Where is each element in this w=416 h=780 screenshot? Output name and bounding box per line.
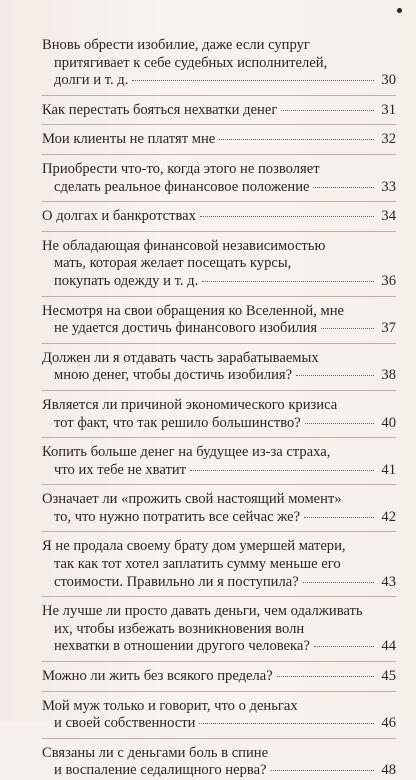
dot-leader [190, 470, 374, 471]
page-number: 37 [381, 320, 396, 337]
page-number: 44 [381, 638, 396, 655]
toc-entry[interactable] [42, 37, 396, 90]
toc-entry-line: долги и т. д. [54, 72, 129, 89]
page-number: 33 [381, 178, 396, 195]
divider [42, 738, 396, 739]
toc-entry[interactable] [42, 131, 396, 149]
toc-entry-line: что их тебе не хватит [54, 461, 187, 478]
dot-leader [132, 80, 374, 81]
toc-entry-line: Связаны ли с деньгами боль в спине [42, 744, 269, 761]
toc-entry[interactable] [42, 161, 396, 196]
page-corner-dot [397, 8, 402, 13]
toc-entry[interactable] [42, 538, 396, 591]
toc-entry-line: их, чтобы избежать возникновения волн [54, 620, 305, 637]
divider [42, 95, 396, 96]
dot-leader [313, 187, 374, 188]
divider [42, 124, 396, 125]
toc-entry-line: стоимости. Правильно ли я поступила? [54, 573, 299, 590]
toc-entry[interactable] [42, 491, 396, 526]
divider [42, 691, 396, 692]
toc-entry-line: и воспаление седалищного нерва? [54, 762, 267, 779]
toc-entry-line: так как тот хотел заплатить сумму меньше его [54, 556, 341, 573]
dot-leader [303, 582, 374, 583]
toc-entry-line: Должен ли я отдавать часть зарабатываемых [42, 349, 319, 366]
divider [42, 531, 396, 532]
dot-leader [199, 723, 374, 724]
toc-entry-line: Несмотря на свои обращения ко Вселенной, мне [42, 302, 345, 319]
toc-entry-line: не удается достичь финансового изобилия [54, 320, 318, 337]
toc-entry[interactable] [42, 350, 396, 385]
toc-entry-line: мать, которая желает посещать курсы, [54, 255, 292, 272]
page-number: 30 [381, 72, 396, 89]
page-number: 31 [381, 101, 396, 118]
toc-entry-line: притягивает к себе судебных исполнителей, [54, 54, 328, 71]
toc-entry-line: нехватки в отношении другого человека? [54, 638, 310, 655]
toc-entry[interactable] [42, 238, 396, 291]
page-number: 48 [381, 762, 396, 779]
divider [42, 661, 396, 662]
toc-entry-line: Мои клиенты не платят мне [42, 131, 216, 148]
page-number: 40 [381, 414, 396, 431]
dot-leader [314, 646, 374, 647]
toc-entry-line: и своей собственности [54, 715, 196, 732]
toc-entry[interactable] [42, 698, 396, 733]
dot-leader [200, 216, 374, 217]
toc-entry-line: Не лучше ли просто давать деньги, чем одалживать [42, 603, 363, 620]
dot-leader [281, 110, 374, 111]
toc-entry[interactable] [42, 603, 396, 656]
toc-entry-line: то, что нужно потратить все сейчас же? [54, 508, 301, 525]
toc-entry-line: Я не продала своему брату дом умершей матери, [42, 538, 346, 555]
dot-leader [305, 423, 374, 424]
dot-leader [277, 676, 374, 677]
toc-entry[interactable] [42, 745, 396, 780]
toc-entry-line: мною денег, чтобы достичь изобилия? [54, 367, 293, 384]
page-number: 38 [381, 367, 396, 384]
toc-entry-line: Не обладающая финансовой независимостью [42, 237, 326, 254]
toc-entry-line: Является ли причиной экономического кризиса [42, 396, 338, 413]
divider [42, 231, 396, 232]
page-number: 46 [381, 715, 396, 732]
dot-leader [304, 517, 374, 518]
divider [42, 154, 396, 155]
table-of-contents [42, 37, 396, 780]
page-number: 36 [381, 272, 396, 289]
toc-entry[interactable] [42, 208, 396, 226]
dot-leader [271, 770, 374, 771]
divider [42, 201, 396, 202]
toc-entry[interactable] [42, 102, 396, 120]
page-number: 41 [381, 461, 396, 478]
page-number: 45 [381, 668, 396, 685]
toc-entry-line: Приобрести что-то, когда этого не позволяет [42, 160, 320, 177]
divider [42, 390, 396, 391]
divider [42, 596, 396, 597]
dot-leader [296, 375, 374, 376]
toc-entry-line: сделать реальное финансовое положение [54, 178, 310, 195]
toc-entry-line: Означает ли «прожить свой настоящий момент» [42, 491, 342, 508]
toc-entry-line: Копить больше денег на будущее из-за страха, [42, 444, 331, 461]
page-number: 32 [381, 131, 396, 148]
page-number: 43 [381, 573, 396, 590]
page-number: 42 [381, 508, 396, 525]
toc-entry-line: тот факт, что так решило большинство? [54, 414, 301, 431]
page-number: 34 [381, 208, 396, 225]
toc-entry-line: Можно ли жить без всякого предела? [42, 668, 273, 685]
toc-entry[interactable] [42, 303, 396, 338]
toc-entry-line: Мой муж только и говорит, что о деньгах [42, 697, 298, 714]
dot-leader [202, 281, 374, 282]
dot-leader [219, 139, 374, 140]
toc-entry-line: покупать одежду и т. д. [54, 272, 199, 289]
toc-entry-line: Вновь обрести изобилие, даже если супруг [42, 37, 310, 53]
toc-entry[interactable] [42, 397, 396, 432]
dot-leader [321, 328, 374, 329]
divider [42, 296, 396, 297]
toc-entry[interactable] [42, 668, 396, 686]
divider [42, 343, 396, 344]
toc-entry[interactable] [42, 444, 396, 479]
toc-entry-line: О долгах и банкротствах [42, 208, 196, 225]
divider [42, 437, 396, 438]
toc-entry-line: Как перестать бояться нехватки денег [42, 101, 278, 118]
divider [42, 484, 396, 485]
